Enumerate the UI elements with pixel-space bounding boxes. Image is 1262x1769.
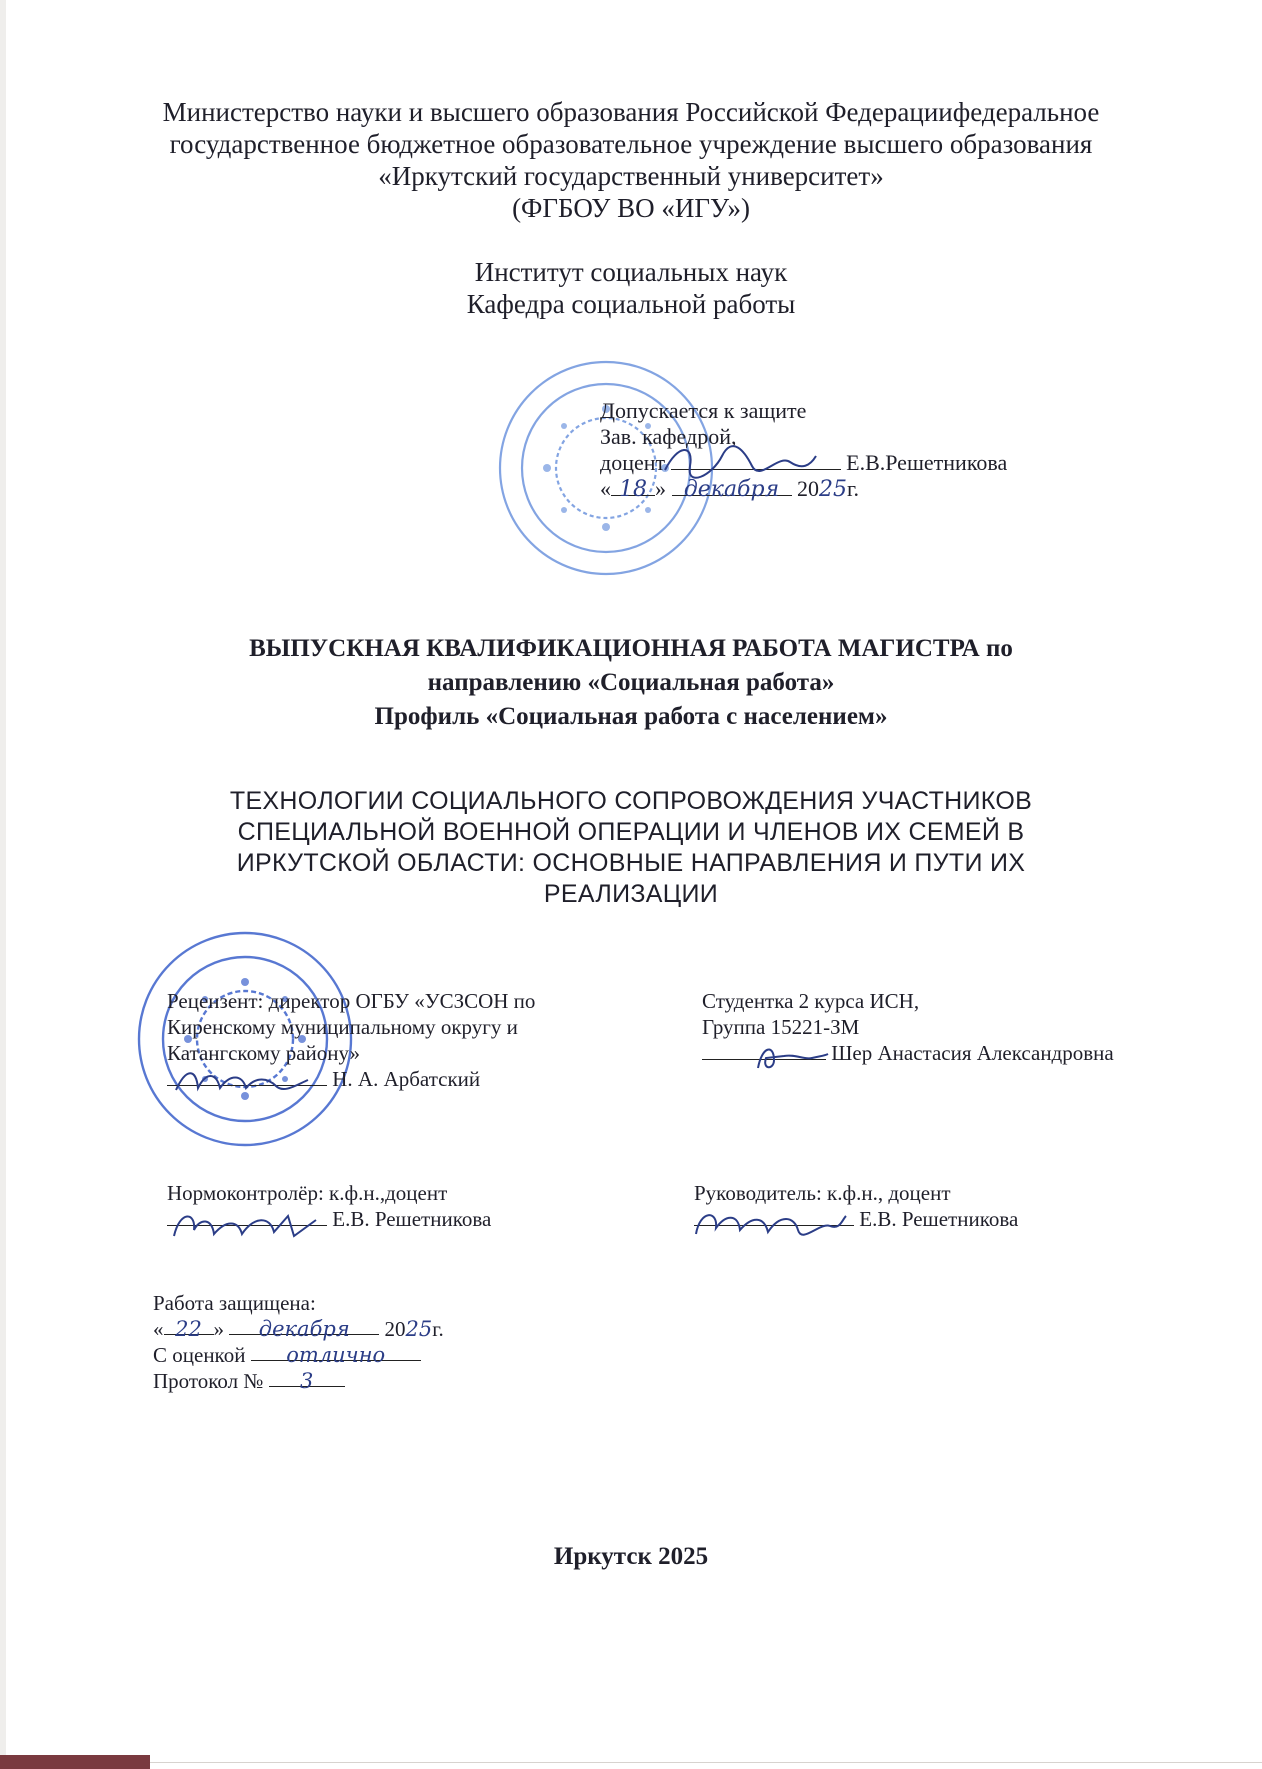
institute-name: Институт социальных наук [474,257,788,287]
university-name: «Иркутский государственный университет» [378,161,884,191]
binding-strip [0,1755,150,1769]
reviewer-line-1: Рецензент: директор ОГБУ «УСЗСОН по [167,989,536,1013]
student-name: Шер Анастасия Александровна [831,1041,1114,1065]
protocol-row [153,1368,444,1394]
thesis-line-3: Профиль «Социальная работа с населением» [374,703,888,730]
supervisor-signature [690,1204,850,1246]
city-year: Иркутск 2025 [553,1543,709,1570]
approval-year-prefix: 20 [797,476,819,501]
reviewer-name: Н. А. Арбатский [332,1067,481,1091]
date-close-quote: » [213,1317,224,1341]
reviewer-line-3: Катангскому району» [167,1041,361,1065]
thesis-title [0,632,1262,734]
normcontrol-signature [170,1206,320,1246]
topic-line-4: РЕАЛИЗАЦИИ [543,880,719,908]
reviewer-line-2: Киренскому муниципальному округу и [167,1015,518,1039]
approval-head: Зав. кафедрой, [600,424,737,449]
grade-value: отлично [251,1342,421,1361]
ministry-header [0,96,1262,224]
bottom-edge-line [150,1762,1262,1763]
ministry-line-2: государственное бюджетное образовательное учреждение высшего образования [169,129,1093,159]
defense-day: 22 [164,1316,214,1335]
defense-year-end: г. [432,1317,444,1341]
approval-name: Е.В.Решетникова [846,450,1008,475]
approval-signature [660,436,820,486]
ministry-line-1: Министерство науки и высшего образования Российской Федерациифедеральное [162,97,1100,127]
normcontrol-name: Е.В. Решетникова [332,1207,492,1231]
thesis-topic [0,786,1262,910]
date-close-quote: » [655,476,666,501]
grade-label: С оценкой [153,1343,246,1367]
defense-month: декабря [229,1316,379,1335]
protocol-number: 3 [269,1368,345,1387]
defense-line-1: Работа защищена: [153,1291,316,1315]
defense-date-row [153,1316,444,1342]
approval-year-suffix: 25 [819,477,847,502]
reviewer-signature [172,1062,312,1102]
department-name: Кафедра социальной работы [466,289,796,319]
university-abbr: (ФГБОУ ВО «ИГУ») [512,193,750,223]
defense-year-suffix: 25 [405,1317,433,1341]
topic-line-3: ИРКУТСКОЙ ОБЛАСТИ: ОСНОВНЫЕ НАПРАВЛЕНИЯ И ПУТИ ИХ [236,849,1026,877]
approval-month: декабря [672,477,792,496]
institute-header [0,256,1262,320]
protocol-label: Протокол № [153,1369,264,1393]
student-signature [752,1040,832,1076]
defense-block [153,1290,444,1394]
thesis-line-1: ВЫПУСКНАЯ КВАЛИФИКАЦИОННАЯ РАБОТА МАГИСТРА по [249,635,1013,662]
approval-position: доцент [600,450,666,475]
defense-year-prefix: 20 [384,1317,406,1341]
student-line-1: Студентка 2 курса ИСН, [702,989,920,1013]
normcontrol-line-1: Нормоконтролёр: к.ф.н.,доцент [167,1181,448,1205]
supervisor-line-1: Руководитель: к.ф.н., доцент [694,1181,951,1205]
student-line-2: Группа 15221-ЗМ [702,1015,860,1039]
topic-line-2: СПЕЦИАЛЬНОЙ ВОЕННОЙ ОПЕРАЦИИ И ЧЛЕНОВ ИХ СЕМЕЙ В [237,818,1025,846]
topic-line-1: ТЕХНОЛОГИИ СОЦИАЛЬНОГО СОПРОВОЖДЕНИЯ УЧАСТНИКОВ [229,787,1033,815]
date-open-quote: « [600,476,611,501]
approval-year-end: г. [847,476,860,501]
thesis-line-2: направлению «Социальная работа» [427,669,835,696]
defense-grade-row [153,1342,444,1368]
date-open-quote: « [153,1317,164,1341]
approval-admit: Допускается к защите [600,398,807,423]
supervisor-name: Е.В. Решетникова [859,1207,1019,1231]
approval-day: 18 [611,477,655,496]
